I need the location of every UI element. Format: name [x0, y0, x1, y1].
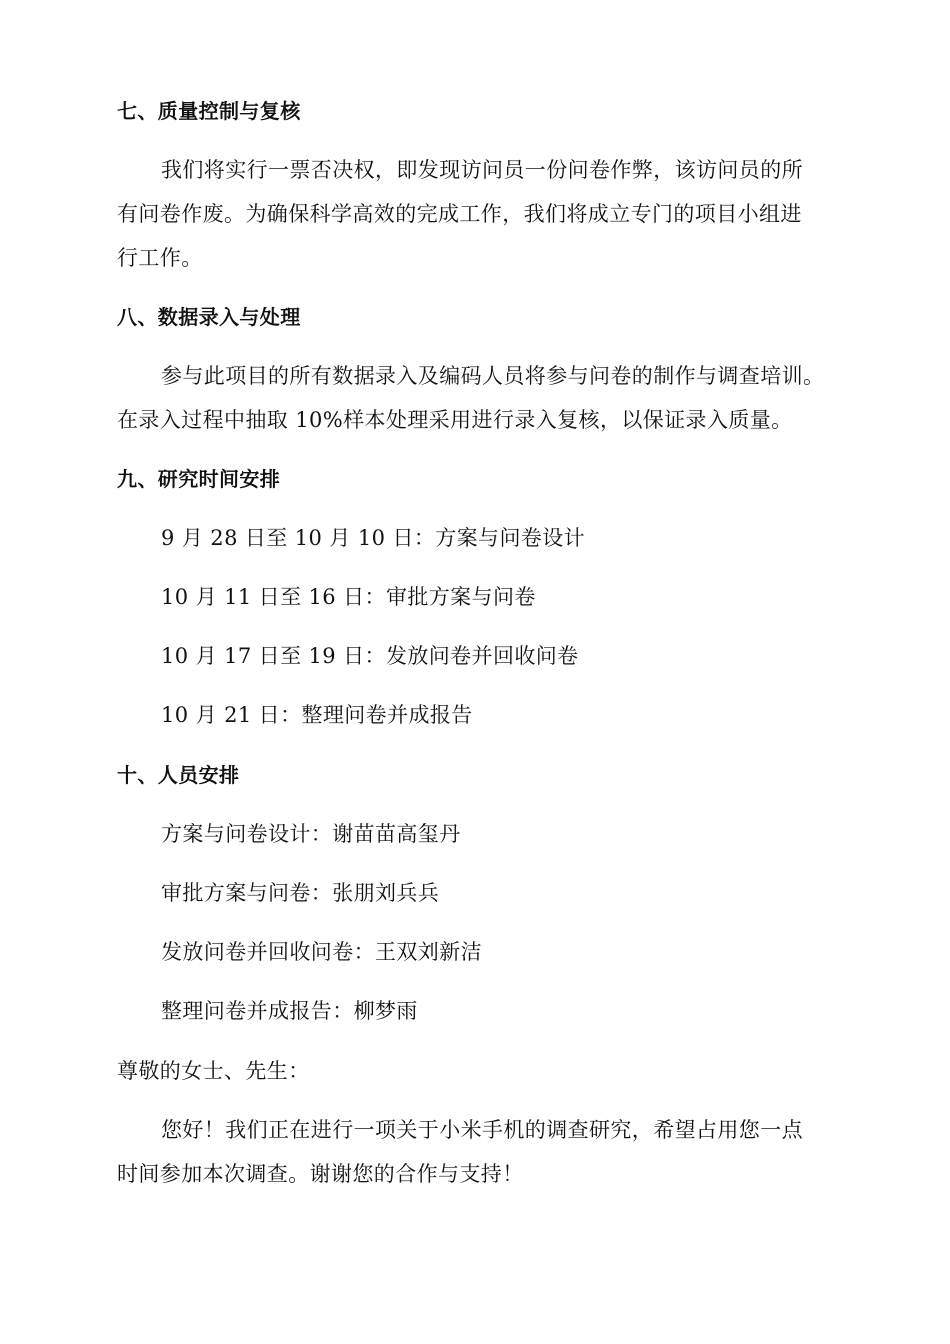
- paragraph-line: 行工作。: [117, 246, 203, 270]
- letter-salutation: 尊敬的女士、先生：: [117, 1059, 310, 1083]
- schedule-item: 10 月 17 日至 19 日：发放问卷并回收问卷: [161, 644, 579, 668]
- paragraph-line: 我们将实行一票否决权，即发现访问员一份问卷作弊，该访问员的所: [161, 158, 803, 182]
- schedule-item: 9 月 28 日至 10 月 10 日：方案与问卷设计: [161, 526, 586, 550]
- schedule-item: 10 月 11 日至 16 日：审批方案与问卷: [161, 585, 536, 609]
- letter-body-line: 时间参加本次调查。谢谢您的合作与支持！: [117, 1162, 524, 1186]
- staffing-item: 发放问卷并回收问卷：王双刘新洁: [161, 940, 482, 964]
- staffing-item: 审批方案与问卷：张朋刘兵兵: [161, 881, 440, 905]
- paragraph-line: 在录入过程中抽取 10%样本处理采用进行录入复核，以保证录入质量。: [117, 408, 793, 432]
- section-heading-quality-control: 七、质量控制与复核: [117, 99, 301, 123]
- schedule-item: 10 月 21 日：整理问卷并成报告: [161, 703, 473, 727]
- letter-body-line: 您好！我们正在进行一项关于小米手机的调查研究，希望占用您一点: [161, 1118, 803, 1142]
- section-heading-schedule: 九、研究时间安排: [117, 467, 281, 491]
- section-heading-staffing: 十、人员安排: [117, 763, 240, 787]
- paragraph-line: 参与此项目的所有数据录入及编码人员将参与问卷的制作与调查培训。: [161, 364, 825, 388]
- section-heading-data-entry: 八、数据录入与处理: [117, 305, 301, 329]
- staffing-item: 整理问卷并成报告：柳梦雨: [161, 999, 418, 1023]
- staffing-item: 方案与问卷设计：谢苗苗高玺丹: [161, 822, 461, 846]
- paragraph-line: 有问卷作废。为确保科学高效的完成工作，我们将成立专门的项目小组进: [117, 202, 802, 226]
